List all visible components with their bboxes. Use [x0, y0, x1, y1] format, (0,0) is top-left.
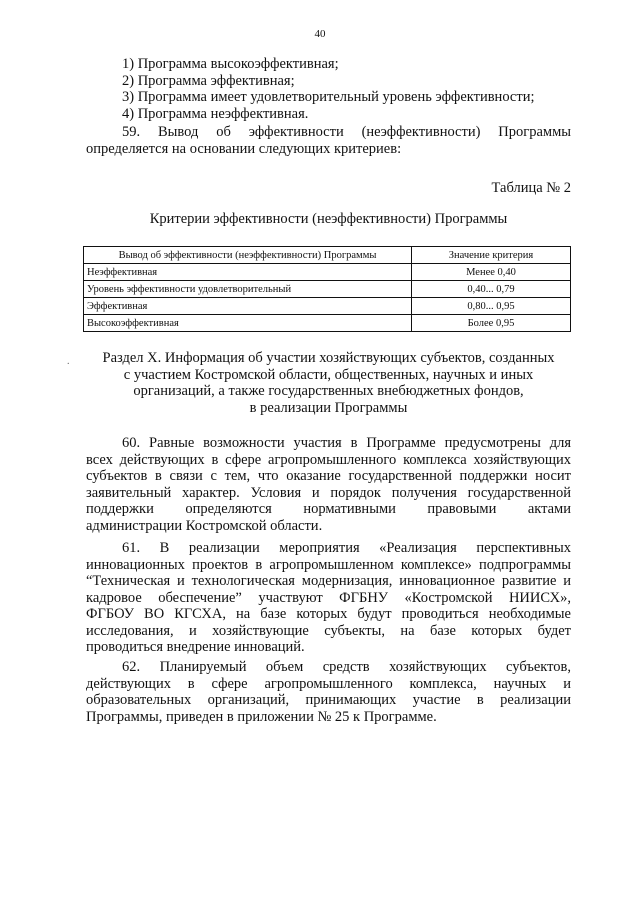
table-cell: Высокоэффективная: [84, 315, 412, 332]
heading-line: в реализации Программы: [249, 399, 408, 416]
heading-line: с участием Костромской области, общественных, научных и иных: [123, 366, 534, 383]
table-cell: 0,40... 0,79: [412, 281, 571, 298]
table-row: [84, 315, 571, 332]
table-cell: Менее 0,40: [412, 264, 571, 281]
heading-line: Раздел X. Информация об участии хозяйствующих субъектов, созданных: [102, 350, 555, 366]
list-item: 3) Программа имеет удовлетворительный уровень эффективности;: [122, 89, 535, 105]
paragraph-line: 62. Планируемый объем средств хозяйствующих субъектов,: [122, 659, 571, 675]
table-label: Таблица № 2: [491, 180, 571, 196]
column-header: Вывод об эффективности (неэффективности) Программы: [84, 247, 412, 264]
paragraph-line: заявительный характер. Условия и порядок получения государственной: [86, 484, 571, 501]
table-cell: Неэффективная: [84, 264, 412, 281]
paragraph-line: проводиться внедрение инноваций.: [86, 639, 305, 655]
list-item: 1) Программа высокоэффективная;: [122, 56, 339, 72]
table-cell: Более 0,95: [412, 315, 571, 332]
table-row: [84, 264, 571, 281]
paragraph-line: субъектов в связи с тем, что оказание государственной поддержки носит: [86, 468, 571, 484]
table-cell: Уровень эффективности удовлетворительный: [84, 281, 412, 298]
paragraph-line: кадровое обеспечение” участвуют ФГБНУ «Костромской НИИСХ»,: [86, 589, 571, 606]
column-header: Значение критерия: [412, 247, 571, 264]
evaluation-list: [86, 56, 571, 122]
paragraph-line: 60. Равные возможности участия в Программе предусмотрены для: [122, 435, 571, 451]
page-number: 40: [314, 28, 326, 40]
paragraph-line: всех действующих в сфере агропромышленного комплекса хозяйствующих: [86, 451, 571, 468]
paragraph-line: администрации Костромской области.: [86, 517, 323, 534]
paragraph-60: [86, 435, 571, 534]
paragraph-line: образовательных организаций, принимающих участие в реализации: [86, 692, 571, 708]
paragraph-line: исследования, и хозяйствующие субъекты, на базе которых будет: [86, 622, 571, 639]
paragraph-line: инновационных проектов в агропромышленном комплексе» подпрограммы: [86, 556, 571, 573]
paragraph-61: [86, 540, 571, 656]
table-cell: 0,80... 0,95: [412, 298, 571, 315]
paragraph-line: 61. В реализации мероприятия «Реализация перспективных: [122, 540, 571, 556]
list-item: 2) Программа эффективная;: [122, 72, 295, 89]
paragraph-line: определяется на основании следующих критериев:: [86, 140, 402, 157]
paragraph-line: поддержки определяются нормативными правовыми актами: [86, 501, 571, 517]
paragraph-line: действующих в сфере агропромышленного комплекса, научных и: [86, 675, 571, 692]
paragraph-line: 59. Вывод об эффективности (неэффективности) Программы: [122, 124, 571, 140]
table-row: [84, 298, 571, 315]
paragraph-62: [86, 659, 571, 725]
paragraph-59: [86, 124, 571, 157]
table-cell: Эффективная: [84, 298, 412, 315]
section-heading: [86, 350, 571, 416]
list-item: 4) Программа неэффективная.: [122, 105, 309, 122]
criteria-table: [83, 246, 571, 332]
paragraph-line: ФГБОУ ВО КГСХА, на базе которых будут проводиться необходимые: [86, 606, 571, 622]
heading-line: организаций, а также государственных внебюджетных фондов,: [133, 383, 524, 399]
paragraph-line: Программы, приведен в приложении № 25 к Программе.: [86, 708, 437, 725]
table-row: [84, 281, 571, 298]
table-header-row: [84, 247, 571, 264]
paragraph-line: “Техническая и технологическая модернизация, инновационное развитие и: [86, 573, 571, 589]
table-title: Критерии эффективности (неэффективности) Программы: [149, 211, 508, 227]
margin-mark: .: [67, 356, 70, 367]
